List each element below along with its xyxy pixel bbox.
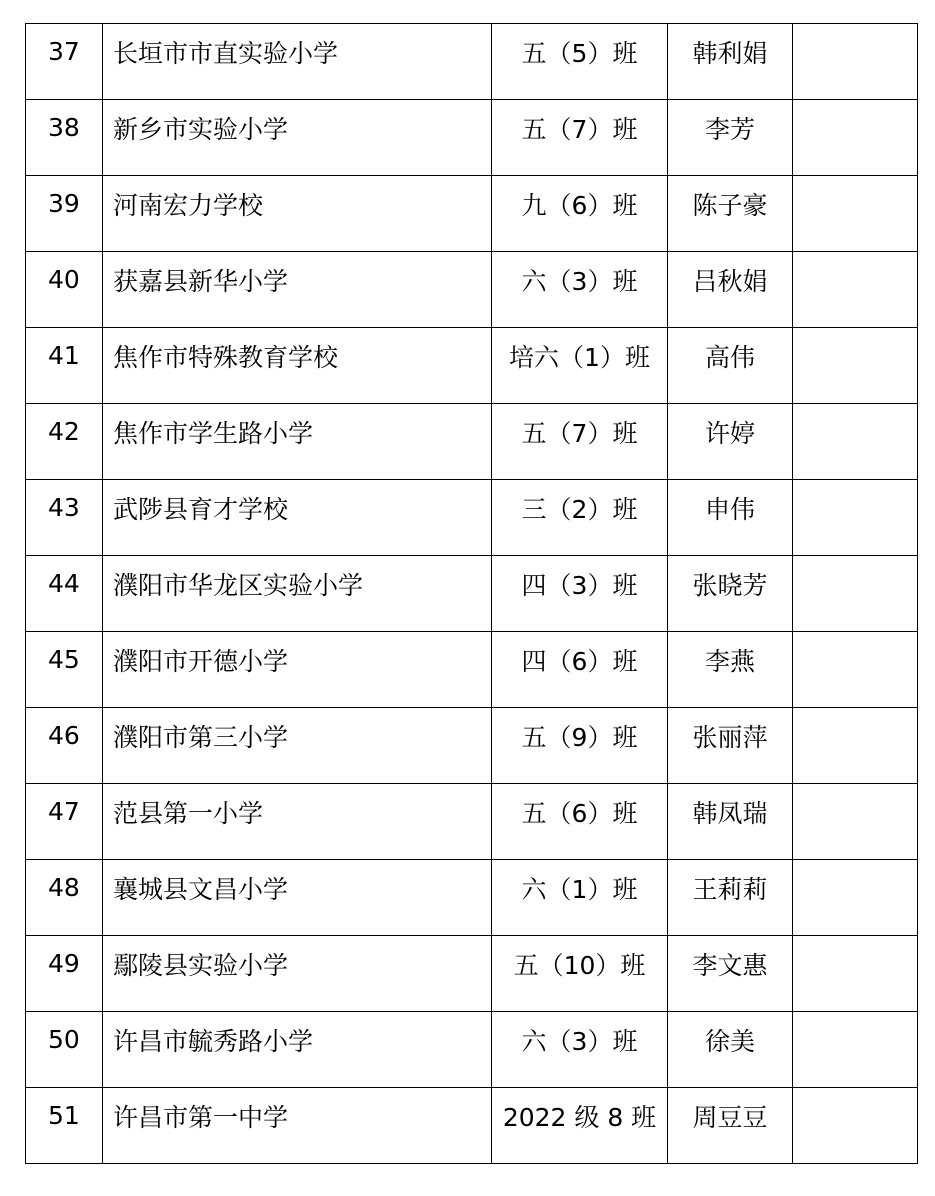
- empty-cell: [793, 708, 918, 784]
- class-name: 五（7）班: [492, 100, 668, 176]
- teacher-name: 张晓芳: [668, 556, 793, 632]
- class-name: 五（7）班: [492, 404, 668, 480]
- table-row: [26, 632, 918, 708]
- row-number: 44: [26, 556, 103, 632]
- empty-cell: [793, 176, 918, 252]
- class-name: 六（3）班: [492, 1012, 668, 1088]
- school-name: 濮阳市华龙区实验小学: [103, 556, 492, 632]
- table-row: [26, 860, 918, 936]
- row-number: 51: [26, 1088, 103, 1164]
- table-row: [26, 252, 918, 328]
- teacher-name: 李文惠: [668, 936, 793, 1012]
- teacher-name: 张丽萍: [668, 708, 793, 784]
- class-name: 九（6）班: [492, 176, 668, 252]
- table-row: [26, 404, 918, 480]
- empty-cell: [793, 1088, 918, 1164]
- teacher-name: 高伟: [668, 328, 793, 404]
- row-number: 50: [26, 1012, 103, 1088]
- teacher-name: 韩凤瑞: [668, 784, 793, 860]
- teacher-name: 李燕: [668, 632, 793, 708]
- school-name: 焦作市特殊教育学校: [103, 328, 492, 404]
- row-number: 40: [26, 252, 103, 328]
- row-number: 38: [26, 100, 103, 176]
- school-name: 武陟县育才学校: [103, 480, 492, 556]
- school-name: 鄢陵县实验小学: [103, 936, 492, 1012]
- table-row: [26, 556, 918, 632]
- school-name: 濮阳市第三小学: [103, 708, 492, 784]
- school-name: 长垣市市直实验小学: [103, 24, 492, 100]
- empty-cell: [793, 328, 918, 404]
- row-number: 37: [26, 24, 103, 100]
- teacher-name: 周豆豆: [668, 1088, 793, 1164]
- school-name: 许昌市第一中学: [103, 1088, 492, 1164]
- teacher-name: 韩利娟: [668, 24, 793, 100]
- teacher-name: 申伟: [668, 480, 793, 556]
- empty-cell: [793, 24, 918, 100]
- teacher-name: 许婷: [668, 404, 793, 480]
- school-name: 获嘉县新华小学: [103, 252, 492, 328]
- school-name: 河南宏力学校: [103, 176, 492, 252]
- class-name: 2022 级 8 班: [492, 1088, 668, 1164]
- empty-cell: [793, 784, 918, 860]
- class-name: 四（3）班: [492, 556, 668, 632]
- empty-cell: [793, 556, 918, 632]
- class-name: 六（3）班: [492, 252, 668, 328]
- class-name: 四（6）班: [492, 632, 668, 708]
- row-number: 45: [26, 632, 103, 708]
- empty-cell: [793, 480, 918, 556]
- table-row: [26, 1012, 918, 1088]
- empty-cell: [793, 252, 918, 328]
- empty-cell: [793, 860, 918, 936]
- teacher-name: 徐美: [668, 1012, 793, 1088]
- school-name: 许昌市毓秀路小学: [103, 1012, 492, 1088]
- roster-table: [25, 23, 918, 1164]
- class-name: 五（9）班: [492, 708, 668, 784]
- table-row: [26, 176, 918, 252]
- row-number: 46: [26, 708, 103, 784]
- table-row: [26, 328, 918, 404]
- school-name: 襄城县文昌小学: [103, 860, 492, 936]
- row-number: 39: [26, 176, 103, 252]
- empty-cell: [793, 1012, 918, 1088]
- empty-cell: [793, 632, 918, 708]
- class-name: 三（2）班: [492, 480, 668, 556]
- teacher-name: 吕秋娟: [668, 252, 793, 328]
- table-row: [26, 784, 918, 860]
- row-number: 48: [26, 860, 103, 936]
- empty-cell: [793, 100, 918, 176]
- row-number: 47: [26, 784, 103, 860]
- table-row: [26, 100, 918, 176]
- table-row: [26, 708, 918, 784]
- school-name: 新乡市实验小学: [103, 100, 492, 176]
- class-name: 五（6）班: [492, 784, 668, 860]
- row-number: 41: [26, 328, 103, 404]
- empty-cell: [793, 936, 918, 1012]
- school-name: 濮阳市开德小学: [103, 632, 492, 708]
- school-name: 范县第一小学: [103, 784, 492, 860]
- row-number: 42: [26, 404, 103, 480]
- school-name: 焦作市学生路小学: [103, 404, 492, 480]
- table-row: [26, 936, 918, 1012]
- class-name: 培六（1）班: [492, 328, 668, 404]
- empty-cell: [793, 404, 918, 480]
- teacher-name: 陈子豪: [668, 176, 793, 252]
- row-number: 49: [26, 936, 103, 1012]
- table-row: [26, 1088, 918, 1164]
- class-name: 五（5）班: [492, 24, 668, 100]
- teacher-name: 李芳: [668, 100, 793, 176]
- class-name: 六（1）班: [492, 860, 668, 936]
- row-number: 43: [26, 480, 103, 556]
- table-row: [26, 24, 918, 100]
- teacher-name: 王莉莉: [668, 860, 793, 936]
- class-name: 五（10）班: [492, 936, 668, 1012]
- table-row: [26, 480, 918, 556]
